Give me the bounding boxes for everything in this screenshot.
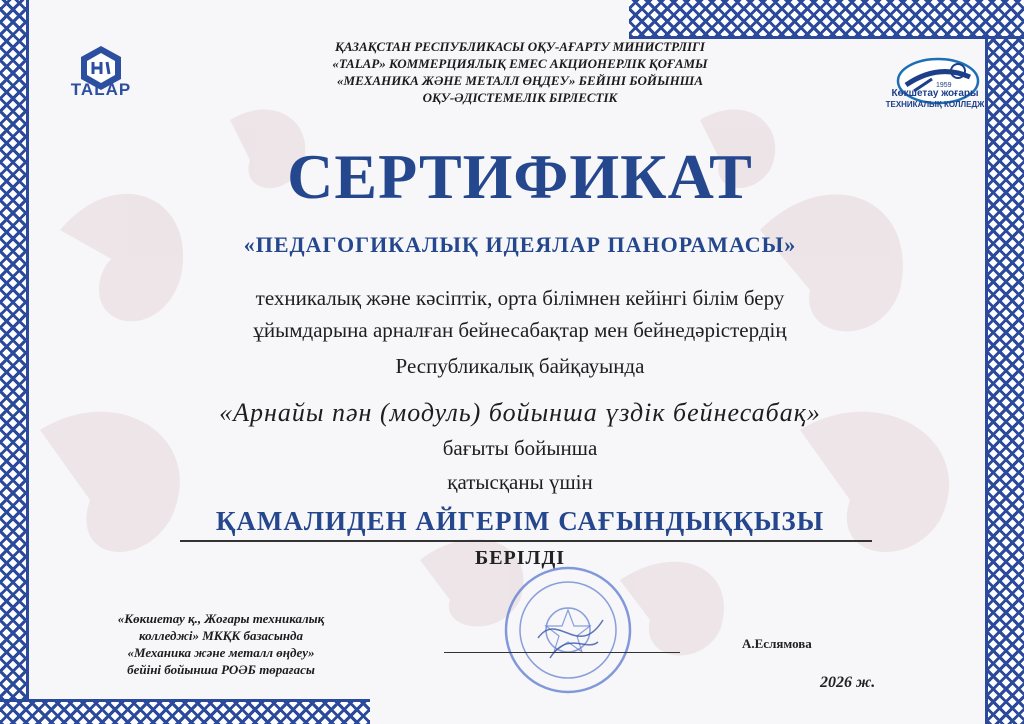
bottom-ornamental-border (0, 699, 370, 724)
college-logo-line2: ТЕХНИКАЛЫҚ КОЛЛЕДЖ (885, 100, 985, 109)
body-line-3: Республикалық байқауында (395, 354, 645, 378)
left-ornamental-border (0, 0, 29, 724)
signer-line-4: бейіні бойынша РОӘБ төрағасы (127, 662, 315, 677)
right-ornamental-border (985, 0, 1024, 724)
top-ornamental-border (629, 0, 1024, 39)
recipient-name: ҚАМАЛИДЕН АЙГЕРІМ САҒЫНДЫҚҚЫЗЫ (215, 506, 825, 536)
college-badge-year: 1959 (936, 82, 952, 89)
signer-line-1: «Көкшетау қ., Жоғары техникалық (117, 611, 325, 626)
signer-line-3: «Механика және металл өңдеу» (127, 645, 315, 660)
issue-year: 2026 ж. (820, 674, 876, 691)
issuer-header (230, 38, 810, 106)
issued-label: БЕРІЛДІ (474, 547, 565, 569)
signer-title (56, 610, 386, 678)
header-line-4: ОҚУ-ӘДІСТЕМЕЛІК БІРЛЕСТІК (422, 90, 618, 105)
signer-name: А.Еслямова (742, 636, 812, 651)
signature-line (444, 652, 680, 653)
college-logo-line1: Көкшетау жоғары (891, 88, 979, 99)
recipient-underline (180, 540, 872, 542)
body-line-4: бағыты бойынша (442, 436, 598, 460)
header-line-2: «TALAP» КОММЕРЦИЯЛЫҚ ЕМЕС АКЦИОНЕРЛІК ҚОҒАМЫ (332, 56, 708, 71)
signer-line-2: колледжі» МКҚК базасында (138, 628, 304, 643)
talap-logo-text: TALAP (70, 80, 132, 99)
body-line-1: техникалық және кәсіптік, орта білімнен кейінгі білім беру (255, 286, 785, 310)
header-line-1: ҚАЗАҚСТАН РЕСПУБЛИКАСЫ ОҚУ-АҒАРТУ МИНИСТРЛІГІ (335, 39, 705, 54)
official-stamp-icon (498, 560, 638, 700)
certificate-title: СЕРТИФИКАТ (287, 141, 753, 212)
competition-name: «ПЕДАГОГИКАЛЫҚ ИДЕЯЛАР ПАНОРАМАСЫ» (243, 232, 797, 257)
header-line-3: «МЕХАНИКА ЖӘНЕ МЕТАЛЛ ӨҢДЕУ» БЕЙІНІ БОЙЫНША (337, 73, 703, 88)
nomination: «Арнайы пән (модуль) бойынша үздік бейнесабақ» (219, 398, 821, 427)
body-line-5: қатысқаны үшін (447, 470, 593, 494)
body-line-2: ұйымдарына арналған бейнесабақтар мен бейнедәрістердің (253, 318, 787, 342)
